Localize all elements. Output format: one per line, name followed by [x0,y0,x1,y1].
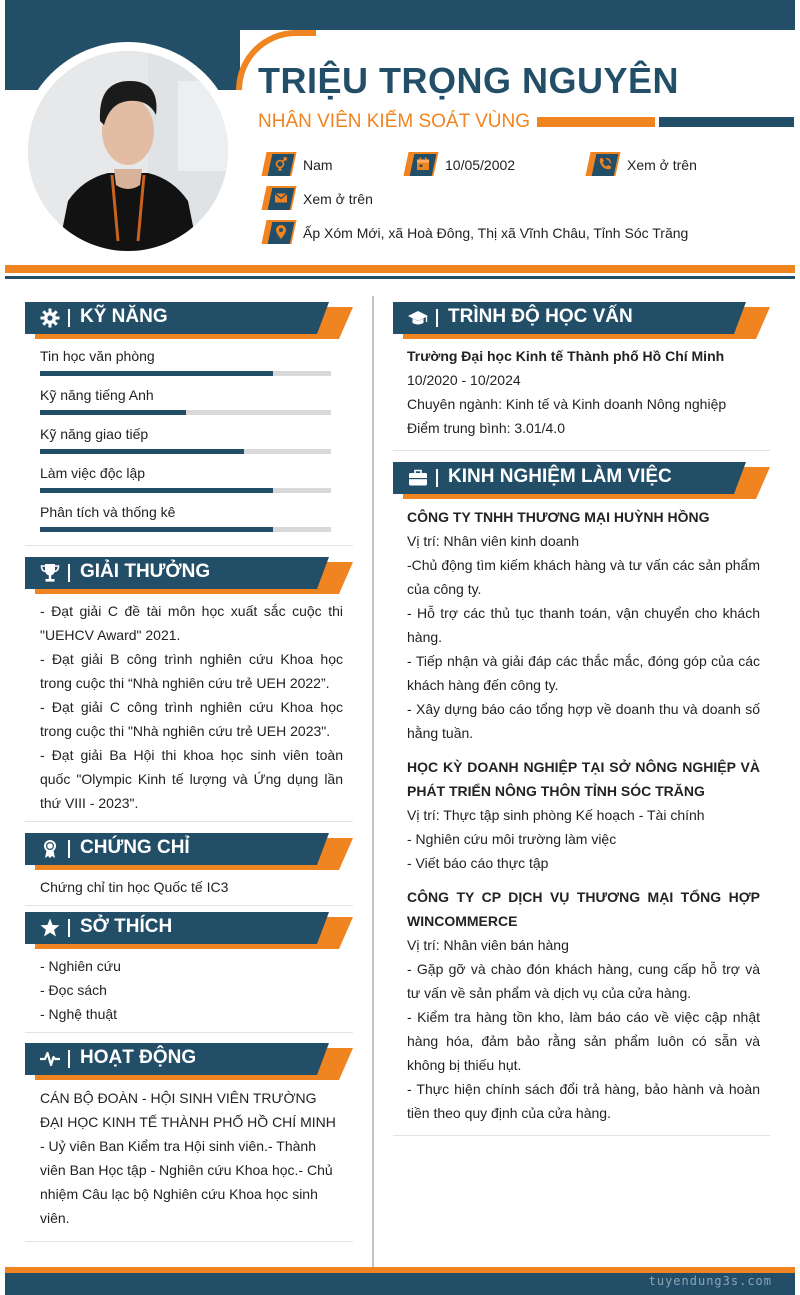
section-separator [393,1135,770,1136]
calendar-icon [406,152,436,176]
awards-text: - Đạt giải C đề tài môn học xuất sắc cuộc thi "UEHCV Award" 2021. - Đạt giải B công trình nghiên cứu Khoa học trong cuộc thi “Nhà nghiên cứu trẻ UEH 2022”. - Đạt giải C công trình nghiên cứu Khoa học trong cuộc thi "Nhà nghiên cứu trẻ UEH 2023". - Đạt giải Ba Hội thi khoa học sinh viên toàn quốc "Olympic Kinh tế lượng và Ứng dụng lần thứ VIII - 2023". [40,603,343,811]
skill-level-bar [40,371,331,376]
activities-text: CÁN BỘ ĐOÀN - HỘI SINH VIÊN TRƯỜNG ĐẠI HỌC KINH TẾ THÀNH PHỐ HỒ CHÍ MINH - Uỷ viên Ban Kiểm tra Hội sinh viên.- Thành viên Ban Học tập - Nghiên cứu Khoa học.- Chủ nhiệm Câu lạc bộ Nghiên cứu Khoa học sinh viên. [40,1090,336,1226]
section-title-certificates: CHỨNG CHỈ [80,837,190,858]
section-separator [25,1032,353,1033]
section-title-skills: KỸ NĂNG [80,306,168,327]
section-separator [25,1241,353,1242]
section-separator [25,545,353,546]
phone-icon [588,152,618,176]
certificates-text: Chứng chỉ tin học Quốc tế IC3 [40,879,229,895]
section-separator [393,450,770,451]
skill-level-bar [40,527,331,532]
section-header-activities [25,1043,343,1075]
skill-name: Kỹ năng tiếng Anh [40,387,154,403]
job-details: -Chủ động tìm kiếm khách hàng và tư vấn các sản phẩm của công ty. - Hỗ trợ các thủ tục thanh toán, vận chuyển cho khách hàng. - Tiếp nhận và giải đáp các thắc mắc, đóng góp của các khách hàng đến công ty. - Xây dựng báo cáo tổng hợp về doanh thu và doanh số hằng tuần. [407,557,760,741]
location-icon [264,220,294,244]
job-company: CÔNG TY CP DỊCH VỤ THƯƠNG MẠI TỔNG HỢP WINCOMMERCE [407,889,760,929]
job-position: Vị trí: Thực tập sinh phòng Kế hoạch - Tài chính [407,807,705,823]
graduation-cap-icon [407,308,429,328]
email-icon [264,186,294,210]
skill-name: Làm việc độc lập [40,465,146,481]
address-value: Ấp Xóm Mới, xã Hoà Đông, Thị xã Vĩnh Châu, Tỉnh Sóc Trăng [303,225,689,241]
section-title-hobbies: SỞ THÍCH [80,916,173,937]
skill-name: Phân tích và thống kê [40,504,176,520]
skill-level-bar [40,449,331,454]
education-major: Chuyên ngành: Kinh tế và Kinh doanh Nông nghiệp [407,396,727,412]
job-details: - Gặp gỡ và chào đón khách hàng, cung cấp hỗ trợ và tư vấn về sản phẩm và dịch vụ của cửa hàng. - Kiểm tra hàng tồn kho, làm báo cáo về việc cập nhật hàng hóa, đảm bảo rằng sản phẩm luôn có sẵn và không bị thiếu hụt. - Thực hiện chính sách đổi trả hàng, bảo hành và hoàn tiền theo quy định của cửa hàng. [407,961,760,1121]
section-header-education [393,302,760,334]
gear-icon [39,308,61,328]
job-position: Vị trí: Nhân viên bán hàng [407,937,569,953]
star-icon [39,918,61,938]
education-school: Trường Đại học Kinh tế Thành phố Hồ Chí Minh [407,348,725,364]
skill-level-bar [40,410,331,415]
section-title-activities: HOẠT ĐỘNG [80,1047,197,1068]
avatar-photo [28,51,228,251]
education-gpa: Điểm trung bình: 3.01/4.0 [407,420,565,436]
column-divider [372,296,374,1274]
hobbies-text: - Nghiên cứu - Đọc sách - Nghệ thuật [40,958,121,1022]
watermark[interactable]: tuyendung3s.com [648,1274,772,1288]
birthdate-value: 10/05/2002 [445,157,516,173]
header-divider-orange [5,265,795,273]
section-header-experience [393,462,760,494]
job-title: NHÂN VIÊN KIỂM SOÁT VÙNG [258,111,531,132]
header-top-band [5,0,795,30]
trophy-icon [39,563,61,583]
section-header-skills [25,302,343,334]
activity-icon [39,1049,61,1069]
job-company: CÔNG TY TNHH THƯƠNG MẠI HUỲNH HỒNG [407,509,710,525]
section-header-certificates [25,833,343,865]
avatar [28,51,228,251]
skill-name: Kỹ năng giao tiếp [40,426,149,442]
title-divider [537,117,794,127]
section-title-experience: KINH NGHIỆM LÀM VIỆC [448,466,672,487]
gender-icon [264,152,294,176]
section-separator [25,821,353,822]
education-period: 10/2020 - 10/2024 [407,372,521,388]
gender-value: Nam [303,157,333,173]
phone-value[interactable]: Xem ở trên [627,157,697,173]
skill-name: Tin học văn phòng [40,348,155,364]
section-title-education: TRÌNH ĐỘ HỌC VẤN [448,306,633,327]
job-position: Vị trí: Nhân viên kinh doanh [407,533,579,549]
job-company: HỌC KỲ DOANH NGHIỆP TẠI SỞ NÔNG NGHIỆP VÀ PHÁT TRIỂN NÔNG THÔN TỈNH SÓC TRĂNG [407,759,760,799]
section-header-hobbies [25,912,343,944]
certificate-icon [39,839,61,859]
skill-level-bar [40,488,331,493]
header-divider-navy [5,276,795,279]
email-value[interactable]: Xem ở trên [303,191,373,207]
section-header-awards [25,557,343,589]
job-details: - Nghiên cứu môi trường làm việc - Viết báo cáo thực tập [407,831,617,871]
section-title-awards: GIẢI THƯỞNG [80,561,211,582]
candidate-name: TRIỆU TRỌNG NGUYÊN [258,60,680,101]
briefcase-icon [407,468,429,488]
section-separator [25,905,353,906]
